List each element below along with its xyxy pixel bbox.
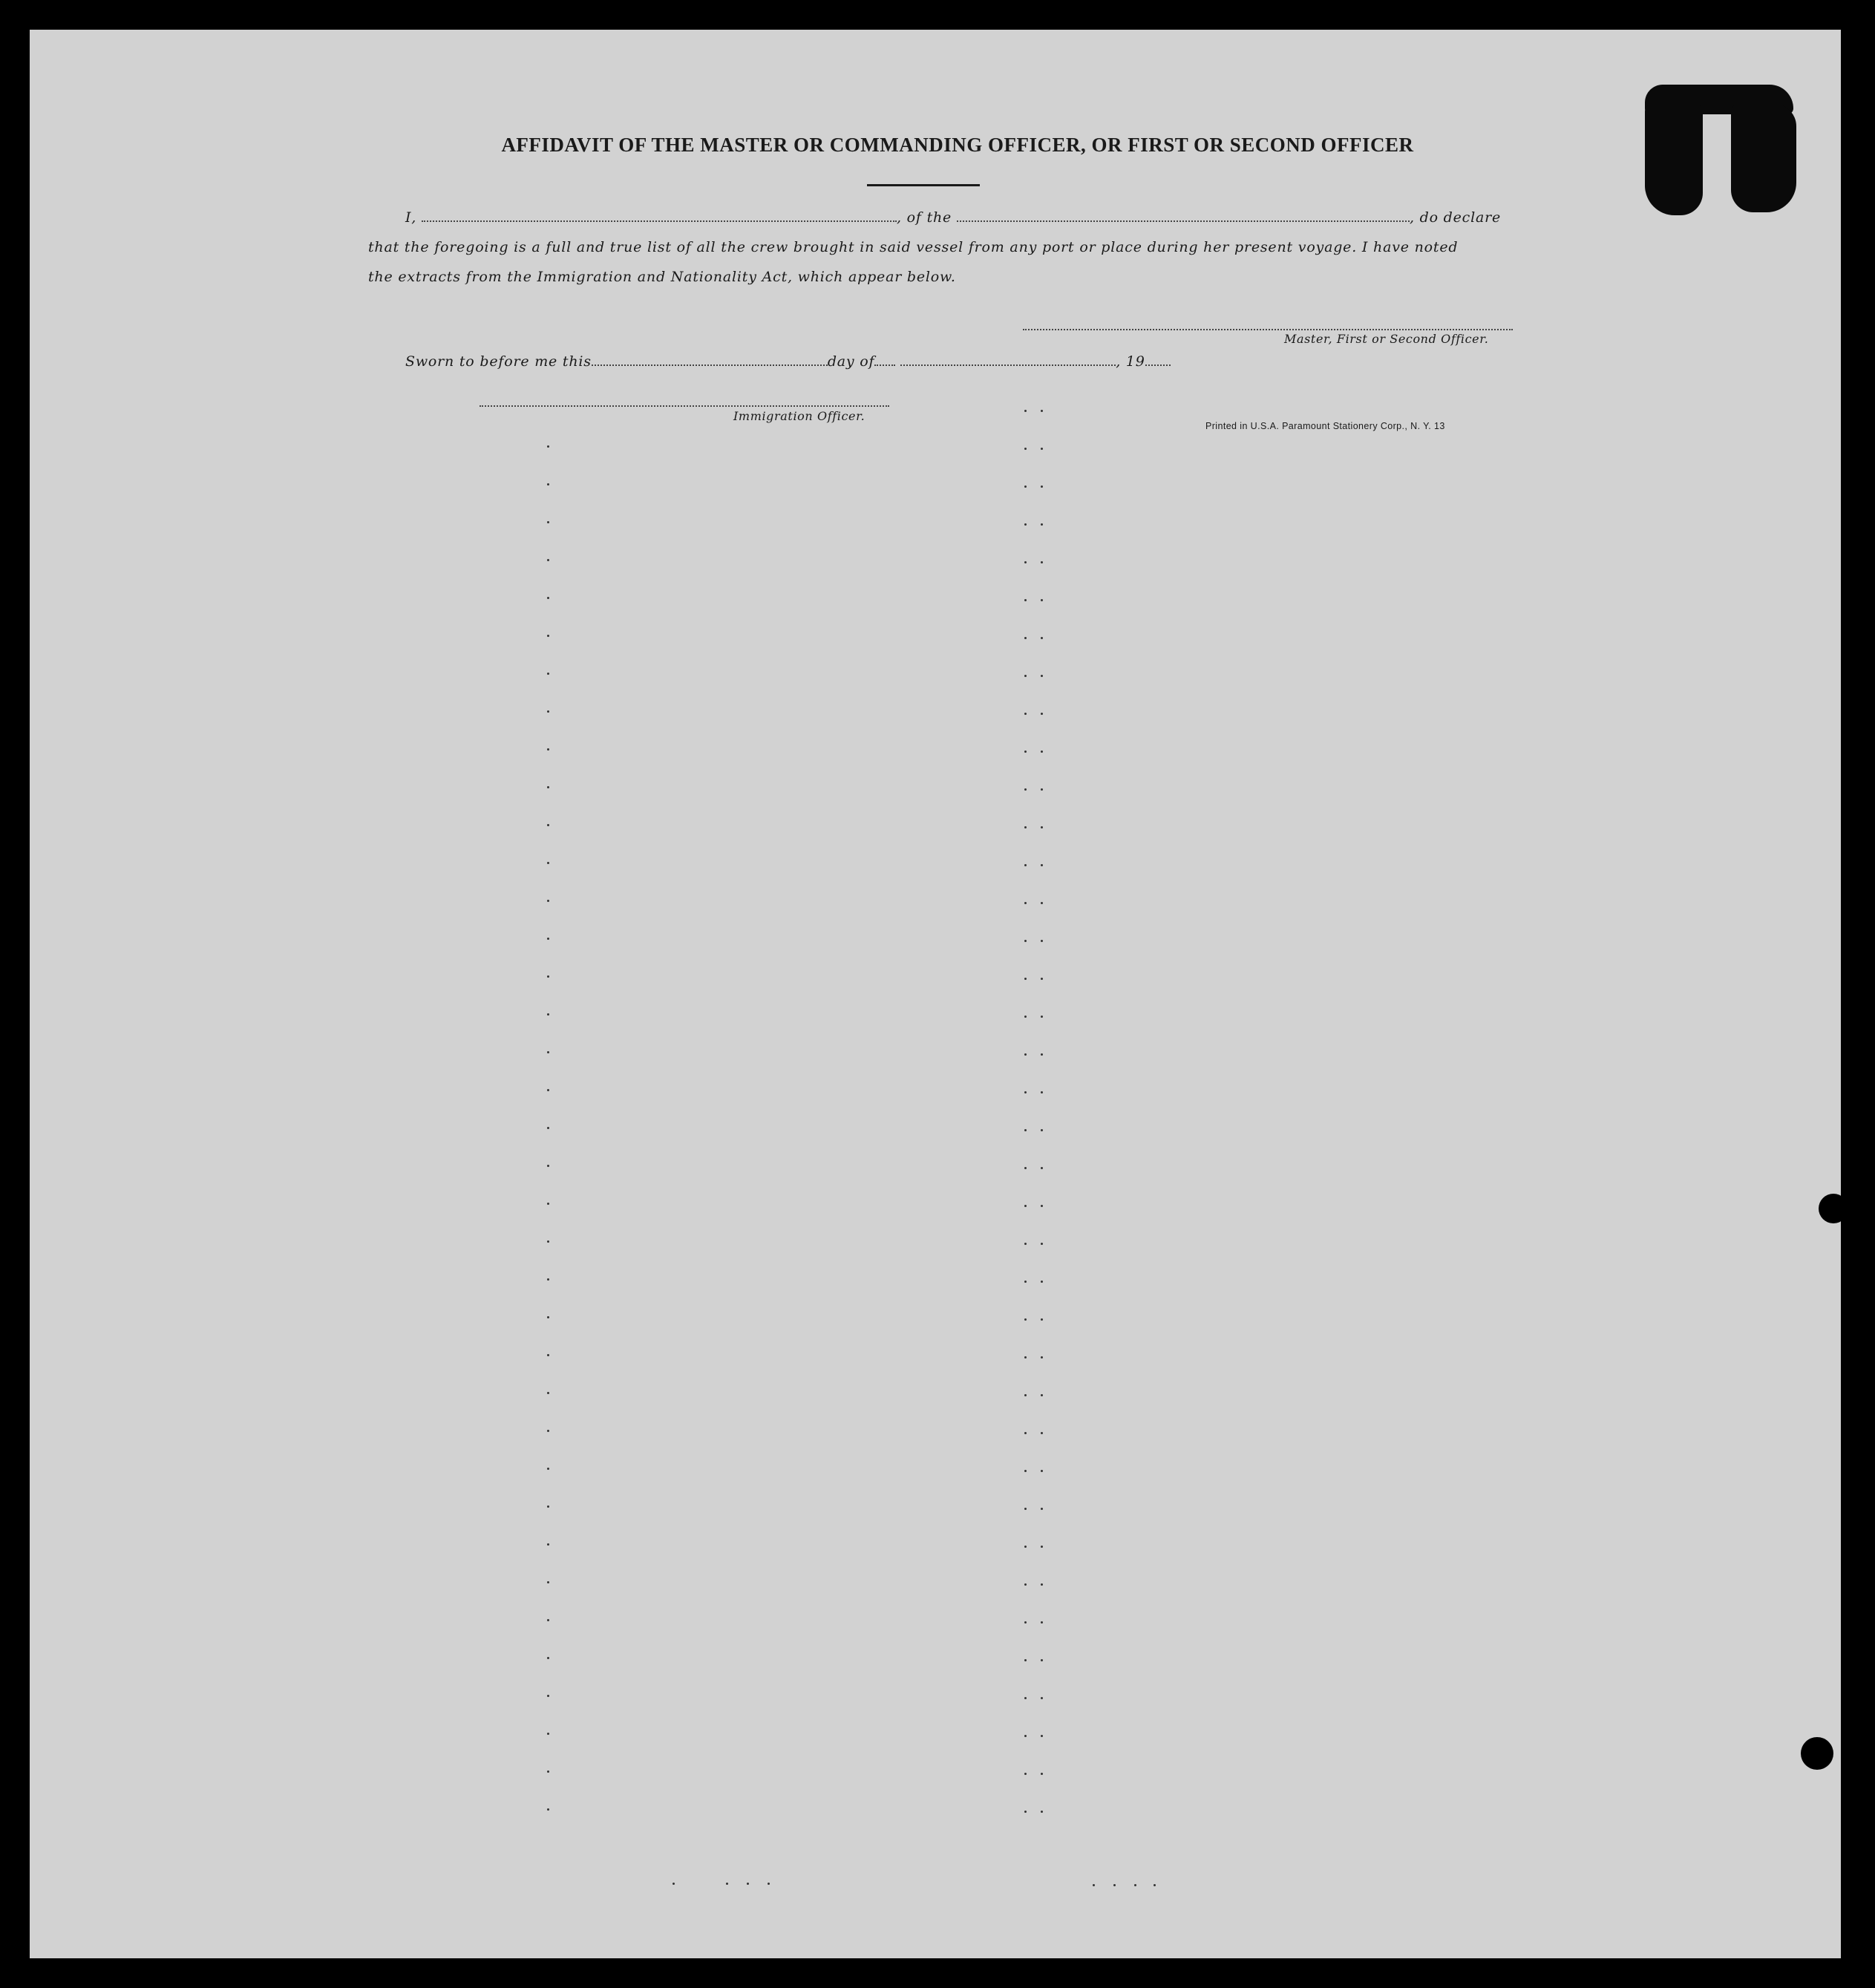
guide-dot [1041,1129,1043,1131]
guide-dot [547,1695,549,1697]
guide-dot [1041,1621,1043,1624]
ink-blot [1731,104,1796,212]
guide-dot [547,1581,549,1583]
guide-dot [1024,788,1027,791]
of-the-label: , of the [897,209,952,226]
stray-dot [1134,1884,1136,1886]
guide-dot [547,862,549,864]
guide-dot [1041,978,1043,980]
guide-dot [1024,1508,1027,1510]
declaration-line-1 [405,209,1501,226]
guide-dot [1041,1167,1043,1169]
guide-dot [547,1013,549,1016]
guide-dot [547,938,549,940]
guide-dot [547,1392,549,1394]
guide-dot [1024,978,1027,980]
guide-dot [1041,826,1043,828]
guide-dot [1024,1583,1027,1586]
guide-dot [1041,675,1043,677]
guide-dot [1024,1735,1027,1737]
guide-dot [1041,1508,1043,1510]
guide-dot [1024,1243,1027,1245]
guide-dot [1041,599,1043,601]
guide-dot [1041,1318,1043,1321]
affidavit-title: AFFIDAVIT OF THE MASTER OR COMMANDING OFFICER, OR FIRST OR SECOND OFFICER [501,134,1414,156]
guide-dot [547,1733,549,1735]
guide-dot [1041,1432,1043,1434]
guide-dot [547,1808,549,1811]
guide-dot [547,597,549,599]
guide-dot [1024,1659,1027,1661]
officer-signature-caption: Immigration Officer. [733,409,865,423]
do-declare-label: , do declare [1409,209,1502,226]
guide-dot [1024,1432,1027,1434]
guide-dot [1041,1091,1043,1093]
guide-dot [547,673,549,675]
guide-dot [547,786,549,788]
guide-dot [1024,485,1027,488]
guide-dot [547,483,549,485]
guide-dot [547,559,549,561]
guide-dot [1024,410,1027,412]
guide-dot [1041,637,1043,639]
guide-dot [547,975,549,978]
guide-dot [1024,826,1027,828]
guide-dot [1041,1735,1043,1737]
guide-dot [1024,1167,1027,1169]
guide-dot [1024,1546,1027,1548]
guide-dot [1024,1281,1027,1283]
binder-hole [1819,1194,1848,1223]
month-field[interactable] [900,354,1116,366]
month-field-start [874,354,895,366]
guide-dot [1041,713,1043,715]
guide-dot [547,1240,549,1243]
day-of-label: day of [827,353,875,370]
ink-blot [1645,104,1703,215]
guide-dot [1024,902,1027,904]
stray-dot [1093,1884,1095,1886]
guide-dot [547,1505,549,1508]
guide-dot [1024,940,1027,942]
guide-dot [547,1051,549,1053]
guide-dot [547,1657,549,1659]
declarant-name-field[interactable] [422,210,897,222]
guide-dot [1024,561,1027,563]
guide-dot [1041,1243,1043,1245]
guide-dot [547,710,549,713]
declaration-line-3: the extracts from the Immigration and Nationality Act, which appear below. [368,269,956,285]
guide-dot [1041,410,1043,412]
guide-dot [1024,1621,1027,1624]
guide-dot [1041,1281,1043,1283]
guide-dot [1024,751,1027,753]
guide-dot [1024,1205,1027,1207]
guide-dot [1041,864,1043,866]
guide-dot [547,748,549,751]
declarant-label: I, [405,209,417,226]
guide-dot [1041,1394,1043,1396]
guide-dot [547,1543,549,1546]
guide-dot [547,1770,549,1773]
guide-dot [1024,448,1027,450]
guide-dot [1024,1394,1027,1396]
guide-dot [1041,1659,1043,1661]
guide-dot [1024,1811,1027,1813]
guide-dot [1041,902,1043,904]
guide-dot [1024,675,1027,677]
sworn-line [405,353,1171,370]
year-field[interactable] [1145,354,1171,366]
guide-dot [1041,1583,1043,1586]
guide-dot [1024,1318,1027,1321]
guide-dot [1024,864,1027,866]
guide-dot [1024,1016,1027,1018]
guide-dot [547,521,549,523]
guide-dot [547,1278,549,1281]
declaration-line-2: that the foregoing is a full and true list of all the crew brought in said vessel from any port or place during her present voyage. I have noted [368,239,1459,255]
guide-dot [1041,1546,1043,1548]
guide-dot [1041,1773,1043,1775]
guide-dot [1024,1053,1027,1056]
title-underline [867,184,980,186]
guide-dot [1024,713,1027,715]
guide-dot [1024,1356,1027,1358]
guide-dot [1041,1811,1043,1813]
day-field[interactable] [592,354,828,366]
stray-dot [673,1883,675,1885]
guide-dot [547,1430,549,1432]
guide-dot [1041,1697,1043,1699]
master-signature-line[interactable] [1023,329,1513,330]
guide-dot [1041,751,1043,753]
printer-imprint: Printed in U.S.A. Paramount Stationery Corp., N. Y. 13 [1205,421,1445,431]
guide-dot [1041,1356,1043,1358]
guide-dot [1041,561,1043,563]
vessel-name-field[interactable] [957,210,1410,222]
guide-dot [547,635,549,637]
guide-dot [1041,448,1043,450]
guide-dot [1041,485,1043,488]
year-label: , 19 [1116,353,1145,370]
stray-dot [726,1883,728,1885]
document-page [30,30,1841,1958]
guide-dot [547,900,549,902]
guide-dot [547,1316,549,1318]
guide-dot [1024,637,1027,639]
guide-dot [547,1354,549,1356]
stray-dot [768,1883,770,1885]
guide-dot [1041,940,1043,942]
stray-dot [1113,1884,1116,1886]
guide-dot [1041,523,1043,526]
guide-dot [547,1089,549,1091]
guide-dot [547,1165,549,1167]
guide-dot [1024,1091,1027,1093]
officer-signature-line[interactable] [480,405,889,407]
guide-dot [1024,523,1027,526]
binder-hole [1801,1737,1833,1770]
guide-dot [547,824,549,826]
guide-dot [1024,1697,1027,1699]
stray-dot [747,1883,749,1885]
guide-dot [1041,1016,1043,1018]
guide-dot [1024,599,1027,601]
guide-dot [1041,1470,1043,1472]
guide-dot [547,1468,549,1470]
stray-dot [1154,1884,1156,1886]
guide-dot [1024,1470,1027,1472]
guide-dot [1024,1773,1027,1775]
guide-dot [1041,1053,1043,1056]
guide-dot [547,1127,549,1129]
sworn-label: Sworn to before me this [405,353,592,370]
guide-dot [547,1203,549,1205]
guide-dot [1024,1129,1027,1131]
master-signature-caption: Master, First or Second Officer. [1284,332,1489,346]
guide-dot [1041,788,1043,791]
guide-dot [547,445,549,448]
guide-dot [547,1619,549,1621]
guide-dot [1041,1205,1043,1207]
